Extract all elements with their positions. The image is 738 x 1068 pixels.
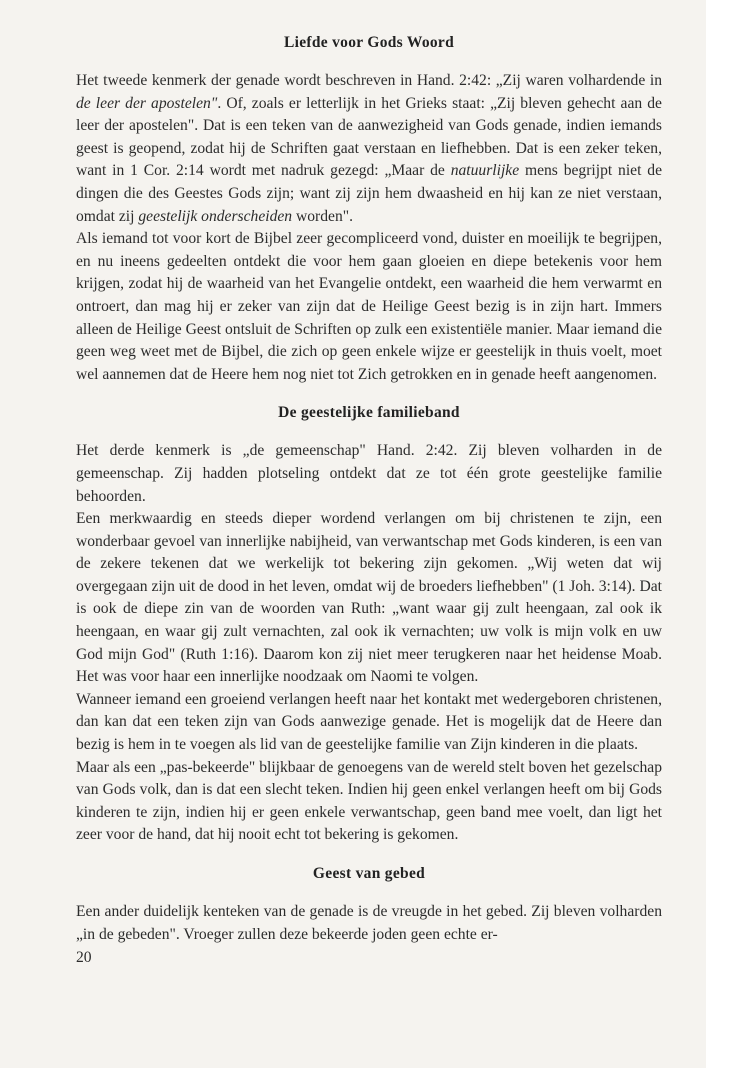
text-run: mens begrijpt niet de dingen die des Geestes Gods zijn; want zij zijn hem dwaasheid en hij kan ze niet verstaan, omdat zij (76, 162, 662, 225)
text-run: . Of, zoals er letterlijk in het Grieks staat: „Zij bleven gehecht aan de leer der apostelen". Dat is een teken van de aanwezigheid van Gods genade, indien iemands geest is geopend, zodat hij de Schriften gaat verstaan en liefhebben. Dat is een zeker teken, want in 1 Cor. 2:14 wordt met nadruk gezegd: „Maar de (76, 94, 662, 180)
italic-text-run: de leer der apostelen" (76, 94, 218, 112)
text-run: Als iemand tot voor kort de Bijbel zeer gecompliceerd vond, duister en moeilijk te begrijpen, en nu ineens gedeelten ontdekt die voor hem gaan gloeien en diepe betekenis voor hem krijgen, zodat hij de waarheid van het Evangelie ontdekt, een waarheid die hem verwarmt en ontroert, dan mag hij er zeker van zijn dat de Heilige Geest bezig is in zijn hart. Immers alleen de Heilige Geest ontsluit de Schriften op zulk een existentiële manier. Maar iemand die geen weg weet met de Bijbel, die zich op geen enkele wijze er geestelijk in thuis voelt, moet wel aannemen dat de Heere hem nog niet tot Zich getrokken en in genade heeft aangenomen. (76, 230, 662, 383)
paragraph (76, 689, 662, 757)
paragraph (76, 508, 662, 689)
text-run: worden". (292, 207, 354, 225)
paragraph (76, 70, 662, 228)
text-run: Het derde kenmerk is „de gemeenschap" Hand. 2:42. Zij bleven volharden in de gemeenschap. Zij hadden plotseling ontdekt dat ze tot één grote geestelijke familie behoorden. (76, 442, 662, 505)
text-run: Wanneer iemand een groeiend verlangen heeft naar het kontakt met wedergeboren christenen, dan kan dat een teken zijn van Gods aanwezige genade. Het is mogelijk dat de Heere dan bezig is hem in te voegen als lid van de geestelijke familie van Zijn kinderen in die plaats. (76, 690, 662, 754)
section-title: Liefde voor Gods Woord (283, 34, 455, 51)
italic-text-run: natuurlijke (450, 162, 520, 180)
page-number: 20 (76, 949, 92, 967)
text-run: Een merkwaardig en steeds dieper wordend verlangen om bij christenen te zijn, een wonderbaar gevoel van innerlijke nabijheid, van verwantschap met Gods kinderen, is een van de zekere tekenen dat we werkelijk tot bekering zijn gekomen. „Wij weten dat wij overgegaan zijn uit de dood in het leven, omdat wij de broeders liefhebben" (1 Joh. 3:14). Dat is ook de diepe zin van de woorden van Ruth: „want waar gij zult heengaan, zal ook ik heengaan, en waar gij zult vernachten, zal ook ik vernachten; uw volk is mijn volk en uw God mijn God" (Ruth 1:16). Daarom kon zij niet meer terugkeren naar het heidense Moab. Het was voor haar een innerlijke noodzaak om Naomi te volgen. (76, 510, 662, 686)
page-margin (706, 0, 738, 1068)
italic-text-run: geestelijk onderscheiden (138, 207, 293, 225)
paragraph (76, 440, 662, 508)
paragraph (76, 757, 662, 847)
text-run: Een ander duidelijk kenteken van de genade is de vreugde in het gebed. Zij bleven volharden „in de gebeden". Vroeger zullen deze bekeerde joden geen echte er- (76, 903, 662, 943)
paragraph (76, 901, 662, 946)
paragraph (76, 228, 662, 386)
section-title: Geest van gebed (312, 865, 426, 882)
text-run: Maar als een „pas-bekeerde" blijkbaar de genoegens van de wereld stelt boven het gezelschap van Gods volk, dan is dat een slecht teken. Indien hij geen enkel verlangen heeft om bij Gods kinderen te zijn, indien hij er geen enkele verwantschap, geen band mee voelt, dan ligt het zeer voor de hand, dat hij nooit echt tot bekering is gekomen. (76, 758, 662, 844)
section-title: De geestelijke familieband (278, 404, 460, 422)
text-run: Het tweede kenmerk der genade wordt beschreven in Hand. 2:42: „Zij waren volhardende in (76, 72, 662, 89)
